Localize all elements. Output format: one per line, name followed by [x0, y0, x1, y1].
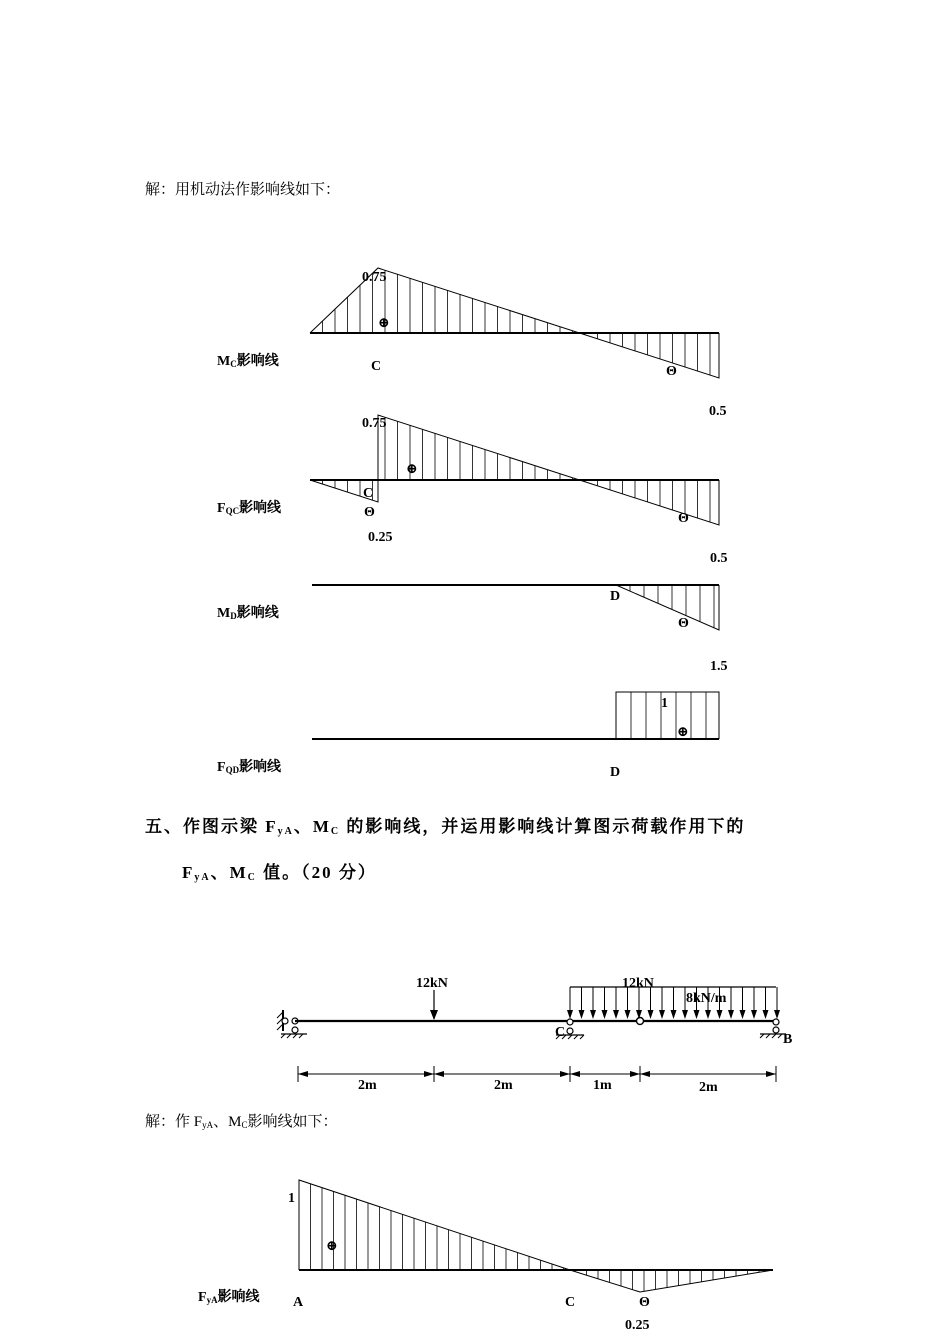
beam-point-c: C [555, 1025, 566, 1040]
udl-arrows [567, 987, 780, 1019]
udl-arrow-head [567, 1010, 573, 1019]
fya-influence-label: $F_{yA}$影响线 [198, 1290, 260, 1305]
fqd-hatching [631, 692, 706, 739]
solution-intro-2: 解：作 $F_{yA}$、$M_C$影响线如下： [145, 1114, 338, 1130]
solution-intro-1: 解：用机动法作影响线如下： [145, 182, 341, 198]
udl-arrow-head [602, 1010, 608, 1019]
load-2-label: 12kN [622, 976, 654, 991]
mc-minus-sign: Θ [666, 364, 677, 379]
mc-influence-label: $M_C$影响线 [217, 354, 279, 369]
mc-plus-sign: ⊕ [378, 316, 390, 331]
span-1: 2m [358, 1078, 377, 1093]
udl-arrow-head [590, 1010, 596, 1019]
fqc-point-c: C [363, 486, 374, 501]
fqd-influence-diagram [312, 692, 719, 780]
mc-influence-diagram [310, 268, 727, 419]
fqd-influence-label: $F_{QD}$影响线 [217, 760, 282, 775]
fqc-influence-diagram [310, 415, 728, 566]
mc-point-c: C [371, 359, 382, 374]
beam-point-b: B [783, 1032, 793, 1047]
mc-end-value: 0.5 [709, 404, 727, 419]
md-hatching [630, 585, 714, 628]
problem-5-line-1: 五、作图示梁 FyA、MC 的影响线，并运用影响线计算图示荷载作用下的 [145, 817, 746, 837]
udl-arrow-head [705, 1010, 711, 1019]
span-2: 2m [494, 1078, 513, 1093]
udl-arrow-head [682, 1010, 688, 1019]
md-minus-sign: Θ [678, 616, 689, 631]
mc-apex-value: 0.75 [362, 270, 387, 285]
hinge [637, 1018, 644, 1025]
udl-arrow-head [625, 1010, 631, 1019]
fya-hatching [311, 1184, 760, 1292]
udl-arrow-head [648, 1010, 654, 1019]
fqc-right-minus: Θ [678, 511, 689, 526]
fya-outline [299, 1180, 773, 1292]
fqc-apex-value: 0.75 [362, 416, 387, 431]
support-c [567, 1019, 573, 1025]
udl-arrow-head [763, 1010, 769, 1019]
fqd-point-d: D [610, 765, 621, 780]
udl-arrow-head [728, 1010, 734, 1019]
fqd-value: 1 [661, 696, 668, 711]
udl-arrow-head [717, 1010, 723, 1019]
support-b [773, 1019, 779, 1025]
load-1-label: 12kN [416, 976, 448, 991]
udl-arrow-head [774, 1010, 780, 1019]
fqc-influence-label: $F_{QC}$影响线 [217, 501, 282, 516]
md-influence-diagram [312, 585, 728, 674]
fqc-left-minus: Θ [364, 505, 375, 520]
fqd-plus-sign: ⊕ [677, 725, 689, 740]
md-outline [616, 585, 719, 630]
problem-5-line-2: FyA、MC 值。（20 分） [182, 863, 377, 883]
udl-label: 8kN/m [686, 991, 727, 1006]
fya-plus-sign: ⊕ [326, 1239, 338, 1254]
fqc-plus-sign: ⊕ [406, 462, 418, 477]
fqc-left-value: 0.25 [368, 530, 393, 545]
udl-arrow-head [751, 1010, 757, 1019]
fya-influence-diagram [288, 1180, 773, 1333]
udl-arrow-head [740, 1010, 746, 1019]
span-3: 1m [593, 1078, 612, 1093]
fya-apex-value: 1 [288, 1191, 295, 1206]
md-influence-label: $M_D$影响线 [217, 606, 279, 621]
md-end-value: 1.5 [710, 659, 728, 674]
fya-minus-sign: Θ [639, 1295, 650, 1310]
beam-diagram [277, 976, 792, 1095]
udl-arrow-head [659, 1010, 665, 1019]
fya-point-a: A [293, 1295, 304, 1310]
udl-arrow-head [613, 1010, 619, 1019]
md-point-d: D [610, 589, 621, 604]
fqc-end-value: 0.5 [710, 551, 728, 566]
fqc-hatching [323, 417, 711, 522]
udl-arrow-head [579, 1010, 585, 1019]
fya-point-c: C [565, 1295, 576, 1310]
span-4: 2m [699, 1080, 718, 1095]
udl-arrow-head [694, 1010, 700, 1019]
udl-arrow-head [671, 1010, 677, 1019]
fya-neg-value: 0.25 [625, 1318, 650, 1333]
